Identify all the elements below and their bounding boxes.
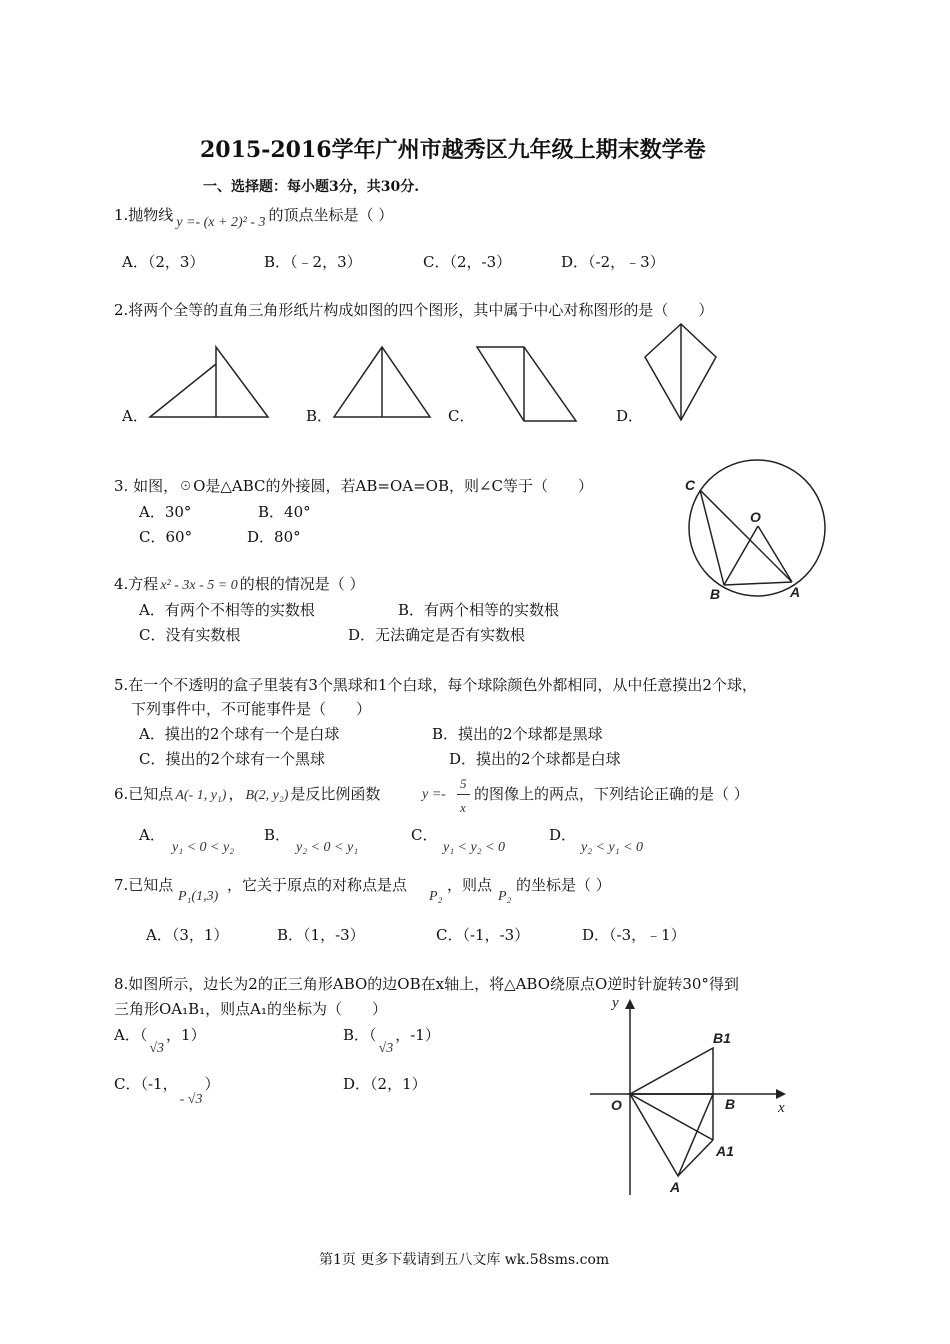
q7-p1: P₁(1,3) bbox=[178, 889, 219, 904]
q8-option-c-post: ） bbox=[204, 1075, 220, 1093]
q1-option-b: B．（﹣2，3） bbox=[264, 253, 362, 271]
q4-pre: 4.方程 bbox=[114, 575, 159, 593]
page-title: 2015-2016学年广州市越秀区九年级上期末数学卷 bbox=[200, 137, 706, 163]
q5-stem-line1: 5.在一个不透明的盒子里装有3个黑球和1个白球，每个球除颜色外都相同，从中任意摸出2个球， bbox=[114, 676, 757, 694]
q4-option-a: A．有两个不相等的实数根 bbox=[139, 601, 315, 619]
q6-post: 的图像上的两点，下列结论正确的是（ ） bbox=[474, 785, 749, 803]
q3-option-d: D．80° bbox=[247, 528, 301, 546]
q6-point-a: A(- 1, y₁) bbox=[175, 788, 227, 803]
q8-triangle-ob1b bbox=[630, 1048, 713, 1094]
q7-pre: 7.已知点 bbox=[114, 876, 174, 894]
page-footer: 第1页 更多下载请到五八文库 wk.58sms.com bbox=[319, 1252, 610, 1268]
q7-mid1: ，它关于原点的对称点是点 bbox=[227, 876, 408, 894]
q6-option-c-formula: y₁ < y₂ < 0 bbox=[443, 840, 506, 855]
q8-option-a-pre: A．（ bbox=[114, 1026, 148, 1044]
section-heading: 一、选择题：每小题3分，共30分. bbox=[203, 179, 420, 195]
q8-option-a-post: ，1） bbox=[166, 1026, 206, 1044]
q5-option-a: A．摸出的2个球有一个是白球 bbox=[139, 725, 340, 743]
q8-label-a: A bbox=[670, 1179, 681, 1195]
q3-label-o: O bbox=[750, 509, 761, 525]
q7-option-c: C．（-1，-3） bbox=[436, 926, 530, 944]
q5-stem-line2: 下列事件中，不可能事件是（ ） bbox=[131, 700, 372, 718]
q6-separator: ， bbox=[228, 785, 244, 803]
q8-option-b-post: ，-1） bbox=[395, 1026, 440, 1044]
q2-stem: 2.将两个全等的直角三角形纸片构成如图的四个图形，其中属于中心对称图形的是（ ） bbox=[114, 301, 714, 319]
q5-option-b: B．摸出的2个球都是黑球 bbox=[432, 725, 603, 743]
q3-option-c: C．60° bbox=[139, 528, 193, 546]
q1-pre: 1.抛物线 bbox=[114, 206, 174, 224]
q4-post: 的根的情况是（ ） bbox=[239, 575, 365, 593]
q2-label-a: A． bbox=[122, 407, 148, 425]
q7-mid2: ，则点 bbox=[447, 876, 493, 894]
q4-formula: x² - 3x - 5 = 0 bbox=[160, 578, 238, 593]
q1-post: 的顶点坐标是（ ） bbox=[268, 206, 394, 224]
q3-label-a: A bbox=[790, 584, 801, 600]
q8-label-o: O bbox=[611, 1097, 622, 1113]
q8-label-a1: A1 bbox=[716, 1143, 734, 1159]
q1-option-c: C．（2，-3） bbox=[423, 253, 512, 271]
q8-label-b: B bbox=[725, 1096, 736, 1112]
q8-option-d: D．（2，1） bbox=[343, 1075, 427, 1093]
q6-func-lhs: y =- bbox=[422, 787, 446, 802]
q8-option-c-pre: C．（-1， bbox=[114, 1075, 178, 1093]
q1-option-d: D．（-2，﹣3） bbox=[561, 253, 665, 271]
q7-option-d: D．（-3，﹣1） bbox=[582, 926, 686, 944]
q5-option-c: C．摸出的2个球有一个黑球 bbox=[139, 750, 326, 768]
q4-option-c: C．没有实数根 bbox=[139, 626, 241, 644]
q5-option-d: D．摸出的2个球都是白球 bbox=[449, 750, 621, 768]
q3-label-b: B bbox=[710, 586, 721, 602]
q8-option-c-root: - √3 bbox=[179, 1092, 203, 1107]
q6-option-d-formula: y₂ < y₁ < 0 bbox=[581, 840, 644, 855]
q8-stem-line2: 三角形OA₁B₁，则点A₁的坐标为（ ） bbox=[114, 1000, 388, 1018]
q6-option-a-formula: y₁ < 0 < y₂ bbox=[172, 840, 235, 855]
q6-pre: 6.已知点 bbox=[114, 785, 174, 803]
q6-point-b: B(2, y₂) bbox=[245, 788, 289, 803]
q2-label-c: C． bbox=[448, 407, 475, 425]
q2-label-b: B． bbox=[306, 407, 333, 425]
q7-p2-second: P₂ bbox=[498, 889, 512, 904]
q6-option-c-label: C． bbox=[411, 826, 438, 844]
q4-option-d: D．无法确定是否有实数根 bbox=[348, 626, 526, 644]
q6-option-b-label: B． bbox=[264, 826, 291, 844]
q8-y-arrow-icon bbox=[625, 999, 635, 1009]
q7-option-a: A．（3，1） bbox=[146, 926, 229, 944]
q6-option-d-label: D． bbox=[549, 826, 577, 844]
q8-label-x: x bbox=[778, 1100, 785, 1116]
q4-option-b: B．有两个相等的实数根 bbox=[398, 601, 560, 619]
q6-option-b-formula: y₂ < 0 < y₁ bbox=[296, 840, 359, 855]
q1-option-a: A．（2，3） bbox=[122, 253, 205, 271]
q7-post: 的坐标是（ ） bbox=[516, 876, 611, 894]
q8-x-arrow-icon bbox=[776, 1089, 786, 1099]
q8-label-y: y bbox=[612, 995, 619, 1011]
q8-option-a-root: √3 bbox=[149, 1041, 165, 1056]
q3-label-c: C bbox=[685, 477, 696, 493]
q7-p2-first: P₂ bbox=[429, 889, 443, 904]
q2-label-d: D． bbox=[616, 407, 644, 425]
q8-stem-line1: 8.如图所示，边长为2的正三角形ABO的边OB在x轴上，将△ABO绕原点O逆时针旋转30°得到 bbox=[114, 975, 739, 993]
q8-option-b-root: √3 bbox=[378, 1041, 394, 1056]
q6-option-a-label: A． bbox=[139, 826, 165, 844]
q6-mid: 是反比例函数 bbox=[290, 785, 381, 803]
q6-func-numerator: 5 bbox=[460, 776, 467, 791]
q7-option-b: B．（1，-3） bbox=[277, 926, 365, 944]
q8-triangle-oab bbox=[630, 1094, 713, 1176]
q6-func-denominator: x bbox=[460, 800, 466, 815]
q3-option-b: B．40° bbox=[258, 503, 311, 521]
q3-stem: 3. 如图，☉O是△ABC的外接圆，若AB=OA=OB，则∠C等于（ ） bbox=[114, 477, 594, 495]
q8-option-b-pre: B．（ bbox=[343, 1026, 377, 1044]
q8-label-b1: B1 bbox=[713, 1030, 731, 1046]
q1-formula: y =- (x + 2)² - 3 bbox=[176, 215, 266, 230]
q3-option-a: A．30° bbox=[139, 503, 192, 521]
